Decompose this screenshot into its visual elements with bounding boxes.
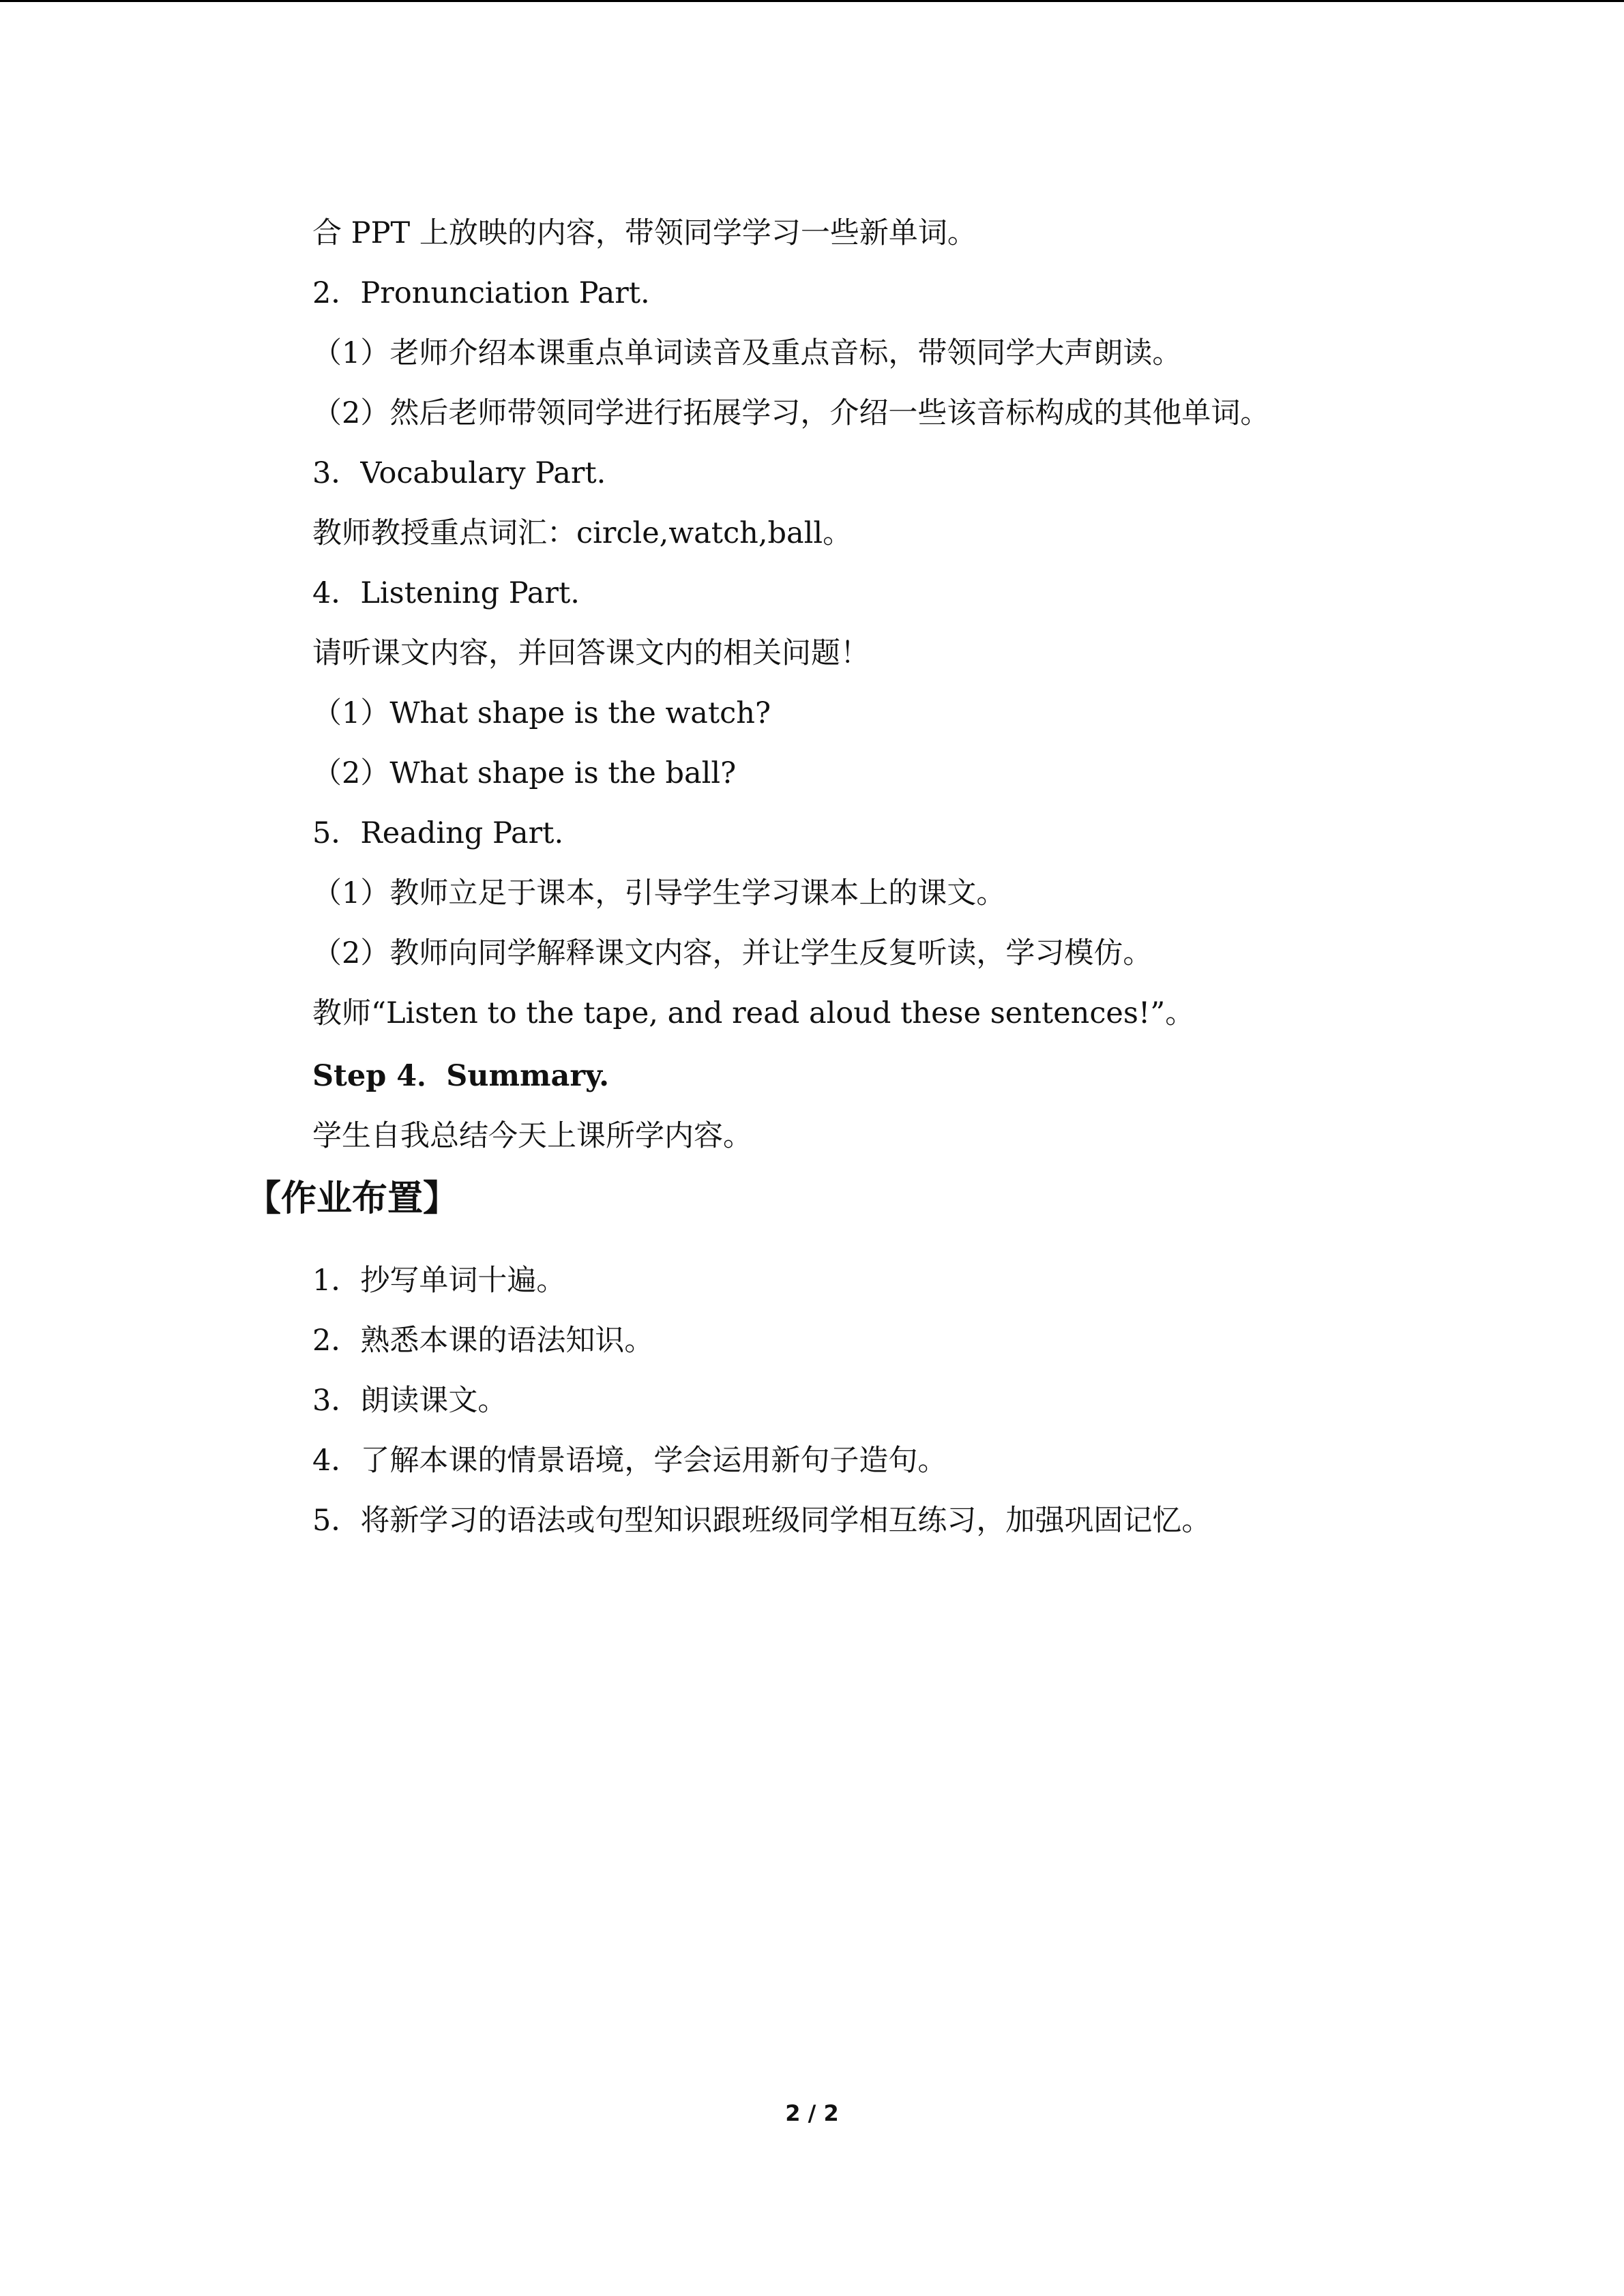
- reading-item-2: （2）教师向同学解释课文内容，并让学生反复听读，学习模仿。: [312, 936, 1153, 970]
- section-pronunciation: 2．Pronunciation Part.: [312, 276, 650, 310]
- listening-instruction: 请听课文内容，并回答课文内的相关问题！: [312, 636, 870, 670]
- reading-teacher-quote: 教师“Listen to the tape, and read aloud these sentences!”。: [312, 996, 1195, 1030]
- pronunciation-item-1: （1）老师介绍本课重点单词读音及重点音标，带领同学大声朗读。: [312, 336, 1182, 370]
- homework-item: 1．抄写单词十遍。: [312, 1264, 566, 1298]
- summary-text: 学生自我总结今天上课所学内容。: [312, 1119, 752, 1153]
- listening-question-1: （1）What shape is the watch?: [312, 696, 771, 730]
- homework-item: 2．熟悉本课的语法知识。: [312, 1324, 654, 1358]
- listening-question-2: （2）What shape is the ball?: [312, 756, 737, 790]
- homework-item: 4．了解本课的情景语境，学会运用新句子造句。: [312, 1444, 947, 1478]
- paragraph-ppt-intro: 合 PPT 上放映的内容，带领同学学习一些新单词。: [312, 216, 977, 250]
- homework-heading: 【作业布置】: [246, 1178, 459, 1219]
- section-listening: 4．Listening Part.: [312, 576, 580, 610]
- homework-item: 5．将新学习的语法或句型知识跟班级同学相互练习，加强巩固记忆。: [312, 1504, 1211, 1538]
- reading-item-1: （1）教师立足于课本，引导学生学习课本上的课文。: [312, 876, 1006, 910]
- section-vocabulary: 3．Vocabulary Part.: [312, 456, 606, 490]
- page-number: 2 / 2: [785, 2100, 839, 2126]
- vocabulary-text: 教师教授重点词汇：circle,watch,ball。: [312, 516, 853, 550]
- step-summary-heading: Step 4．Summary.: [312, 1059, 610, 1093]
- section-reading: 5．Reading Part.: [312, 816, 564, 850]
- pronunciation-item-2: （2）然后老师带领同学进行拓展学习，介绍一些该音标构成的其他单词。: [312, 396, 1270, 430]
- top-border-line: [0, 0, 1624, 2]
- homework-item: 3．朗读课文。: [312, 1384, 507, 1418]
